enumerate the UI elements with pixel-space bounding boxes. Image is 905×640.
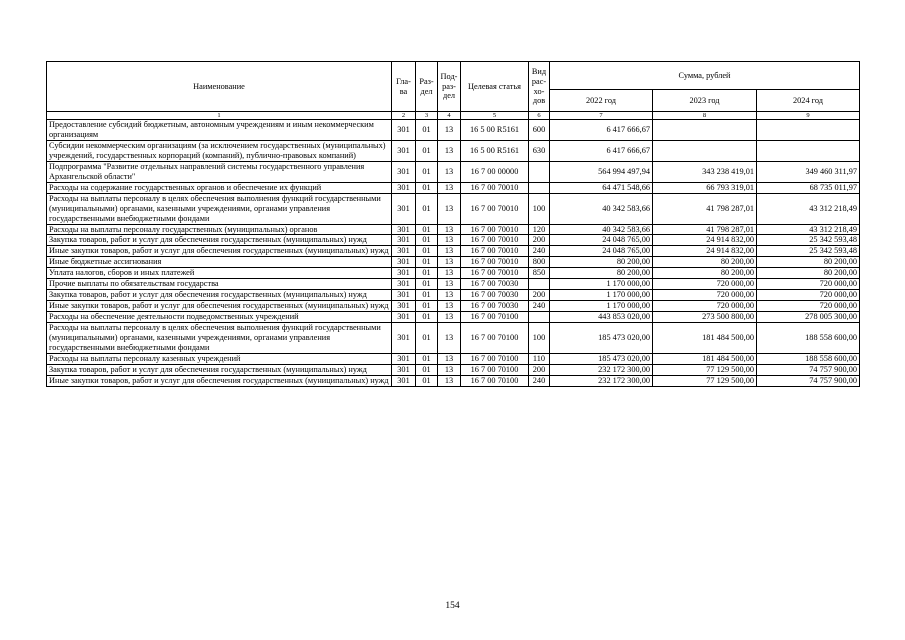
table-row: [47, 161, 860, 182]
row-name: Расходы на выплаты персоналу в целях обеспечения выполнения функций государственными (муниципальными) органами, казенными учреждениями, органами управления государственными внебюджетными фондами: [47, 323, 392, 354]
row-target-article: 16 7 00 70010: [461, 224, 529, 235]
row-target-article: 16 7 00 70010: [461, 193, 529, 224]
row-sum-2022: 24 048 765,00: [550, 235, 653, 246]
row-sum-2022: 185 473 020,00: [550, 353, 653, 364]
header-row: [47, 62, 860, 90]
row-expense-type: 120: [529, 224, 550, 235]
row-sum-2022: 1 170 000,00: [550, 301, 653, 312]
row-podrazdel: 13: [438, 353, 461, 364]
row-razdel: 01: [416, 312, 438, 323]
row-podrazdel: 13: [438, 140, 461, 161]
row-razdel: 01: [416, 161, 438, 182]
row-glava: 301: [392, 323, 416, 354]
row-target-article: 16 5 00 R5161: [461, 140, 529, 161]
col-number: 1: [47, 112, 392, 120]
row-sum-2023: 24 914 832,00: [653, 246, 757, 257]
row-name: Иные закупки товаров, работ и услуг для обеспечения государственных (муниципальных) нужд: [47, 246, 392, 257]
row-podrazdel: 13: [438, 120, 461, 141]
table-row: [47, 235, 860, 246]
row-sum-2023: 41 798 287,01: [653, 224, 757, 235]
row-sum-2022: 6 417 666,67: [550, 120, 653, 141]
row-expense-type: 100: [529, 323, 550, 354]
col-number: 7: [550, 112, 653, 120]
table-row: [47, 140, 860, 161]
row-target-article: 16 7 00 00000: [461, 161, 529, 182]
row-name: Расходы на обеспечение деятельности подведомственных учреждений: [47, 312, 392, 323]
col-number: 6: [529, 112, 550, 120]
row-expense-type: 600: [529, 120, 550, 141]
table-row: [47, 353, 860, 364]
table-row: [47, 257, 860, 268]
row-razdel: 01: [416, 224, 438, 235]
row-target-article: 16 7 00 70010: [461, 268, 529, 279]
row-target-article: 16 7 00 70010: [461, 257, 529, 268]
row-expense-type: [529, 182, 550, 193]
table-row: [47, 290, 860, 301]
row-glava: 301: [392, 268, 416, 279]
row-name: Расходы на содержание государственных органов и обеспечение их функций: [47, 182, 392, 193]
row-name: Субсидии некоммерческим организациям (за исключением государственных (муниципальных) учреждений, государственных корпораций (компаний), публично-правовых компаний): [47, 140, 392, 161]
row-sum-2022: 64 471 548,66: [550, 182, 653, 193]
col-number: 2: [392, 112, 416, 120]
row-sum-2022: 564 994 497,94: [550, 161, 653, 182]
row-target-article: 16 7 00 70030: [461, 290, 529, 301]
row-sum-2024: 68 735 011,97: [757, 182, 860, 193]
table-row: [47, 193, 860, 224]
row-sum-2022: 1 170 000,00: [550, 279, 653, 290]
row-sum-2024: 43 312 218,49: [757, 224, 860, 235]
page-number: 154: [445, 601, 460, 611]
row-razdel: 01: [416, 120, 438, 141]
row-expense-type: 200: [529, 364, 550, 375]
row-glava: 301: [392, 224, 416, 235]
row-expense-type: [529, 312, 550, 323]
row-name: Иные бюджетные ассигнования: [47, 257, 392, 268]
row-razdel: 01: [416, 193, 438, 224]
row-podrazdel: 13: [438, 312, 461, 323]
row-sum-2024: 188 558 600,00: [757, 323, 860, 354]
row-target-article: 16 7 00 70030: [461, 301, 529, 312]
row-sum-2023: 720 000,00: [653, 290, 757, 301]
row-sum-2022: 40 342 583,66: [550, 224, 653, 235]
table-row: [47, 120, 860, 141]
row-sum-2022: 40 342 583,66: [550, 193, 653, 224]
row-podrazdel: 13: [438, 224, 461, 235]
table-row: [47, 375, 860, 386]
row-name: Предоставление субсидий бюджетным, автономным учреждениям и иным некоммерческим организациям: [47, 120, 392, 141]
row-sum-2024: 25 342 593,48: [757, 246, 860, 257]
row-sum-2024: 720 000,00: [757, 279, 860, 290]
row-sum-2024: 25 342 593,48: [757, 235, 860, 246]
row-sum-2023: 720 000,00: [653, 301, 757, 312]
row-razdel: 01: [416, 257, 438, 268]
row-sum-2024: 74 757 900,00: [757, 375, 860, 386]
row-podrazdel: 13: [438, 301, 461, 312]
row-razdel: 01: [416, 246, 438, 257]
row-name: Расходы на выплаты персоналу казенных учреждений: [47, 353, 392, 364]
col-header-2022: 2022 год: [550, 90, 653, 112]
row-sum-2022: 80 200,00: [550, 268, 653, 279]
row-expense-type: 800: [529, 257, 550, 268]
col-header-glava: Гла-ва: [392, 62, 416, 112]
col-number: 4: [438, 112, 461, 120]
row-expense-type: 850: [529, 268, 550, 279]
row-glava: 301: [392, 140, 416, 161]
row-name: Расходы на выплаты персоналу в целях обеспечения выполнения функций государственными (муниципальными) органами, казенными учреждениями, органами управления государственными внебюджетными фондами: [47, 193, 392, 224]
row-name: Иные закупки товаров, работ и услуг для обеспечения государственных (муниципальных) нужд: [47, 301, 392, 312]
row-sum-2023: [653, 120, 757, 141]
row-glava: 301: [392, 246, 416, 257]
row-sum-2023: 80 200,00: [653, 268, 757, 279]
row-podrazdel: 13: [438, 290, 461, 301]
row-podrazdel: 13: [438, 161, 461, 182]
row-sum-2023: 66 793 319,01: [653, 182, 757, 193]
row-sum-2024: 80 200,00: [757, 268, 860, 279]
row-name: Закупка товаров, работ и услуг для обеспечения государственных (муниципальных) нужд: [47, 235, 392, 246]
row-podrazdel: 13: [438, 279, 461, 290]
row-podrazdel: 13: [438, 193, 461, 224]
row-podrazdel: 13: [438, 375, 461, 386]
row-sum-2022: 1 170 000,00: [550, 290, 653, 301]
row-sum-2022: 24 048 765,00: [550, 246, 653, 257]
row-name: Уплата налогов, сборов и иных платежей: [47, 268, 392, 279]
row-target-article: 16 7 00 70100: [461, 375, 529, 386]
row-podrazdel: 13: [438, 257, 461, 268]
row-sum-2024: [757, 140, 860, 161]
row-sum-2023: 181 484 500,00: [653, 323, 757, 354]
row-sum-2023: 77 129 500,00: [653, 364, 757, 375]
row-name: Подпрограмма "Развитие отдельных направлений системы государственного управления Архангельской области": [47, 161, 392, 182]
row-glava: 301: [392, 193, 416, 224]
budget-table: [46, 61, 860, 387]
row-razdel: 01: [416, 353, 438, 364]
col-number: 8: [653, 112, 757, 120]
row-glava: 301: [392, 353, 416, 364]
row-sum-2023: 41 798 287,01: [653, 193, 757, 224]
row-target-article: 16 7 00 70100: [461, 353, 529, 364]
col-header-podrazdel: Под-раз-дел: [438, 62, 461, 112]
row-target-article: 16 7 00 70010: [461, 246, 529, 257]
row-target-article: 16 5 00 R5161: [461, 120, 529, 141]
row-sum-2024: 80 200,00: [757, 257, 860, 268]
row-glava: 301: [392, 182, 416, 193]
col-header-target: Целевая статья: [461, 62, 529, 112]
row-sum-2024: 74 757 900,00: [757, 364, 860, 375]
row-sum-2023: 80 200,00: [653, 257, 757, 268]
table-row: [47, 364, 860, 375]
row-razdel: 01: [416, 323, 438, 354]
row-sum-2022: 443 853 020,00: [550, 312, 653, 323]
budget-document: [46, 61, 860, 387]
row-target-article: 16 7 00 70100: [461, 323, 529, 354]
row-name: Закупка товаров, работ и услуг для обеспечения государственных (муниципальных) нужд: [47, 290, 392, 301]
table-row: [47, 279, 860, 290]
row-name: Закупка товаров, работ и услуг для обеспечения государственных (муниципальных) нужд: [47, 364, 392, 375]
row-expense-type: [529, 279, 550, 290]
row-podrazdel: 13: [438, 268, 461, 279]
row-expense-type: 200: [529, 235, 550, 246]
row-sum-2023: 181 484 500,00: [653, 353, 757, 364]
row-target-article: 16 7 00 70010: [461, 182, 529, 193]
row-sum-2023: 720 000,00: [653, 279, 757, 290]
row-podrazdel: 13: [438, 323, 461, 354]
row-razdel: 01: [416, 182, 438, 193]
row-name: Прочие выплаты по обязательствам государства: [47, 279, 392, 290]
row-sum-2024: 720 000,00: [757, 290, 860, 301]
row-glava: 301: [392, 257, 416, 268]
row-expense-type: 100: [529, 193, 550, 224]
row-sum-2023: 273 500 800,00: [653, 312, 757, 323]
row-glava: 301: [392, 161, 416, 182]
column-number-row: [47, 112, 860, 120]
row-podrazdel: 13: [438, 235, 461, 246]
row-target-article: 16 7 00 70010: [461, 235, 529, 246]
row-razdel: 01: [416, 235, 438, 246]
col-header-sum: Сумма, рублей: [550, 62, 860, 90]
row-sum-2022: 232 172 300,00: [550, 375, 653, 386]
col-header-name: Наименование: [47, 62, 392, 112]
row-glava: 301: [392, 120, 416, 141]
col-header-vid: Вид рас-хо-дов: [529, 62, 550, 112]
col-number: 5: [461, 112, 529, 120]
row-glava: 301: [392, 235, 416, 246]
row-sum-2022: 185 473 020,00: [550, 323, 653, 354]
row-razdel: 01: [416, 268, 438, 279]
row-expense-type: 200: [529, 290, 550, 301]
row-sum-2024: 188 558 600,00: [757, 353, 860, 364]
row-target-article: 16 7 00 70100: [461, 312, 529, 323]
row-sum-2023: [653, 140, 757, 161]
row-sum-2023: 343 238 419,01: [653, 161, 757, 182]
row-razdel: 01: [416, 279, 438, 290]
row-razdel: 01: [416, 301, 438, 312]
row-target-article: 16 7 00 70030: [461, 279, 529, 290]
table-row: [47, 268, 860, 279]
row-sum-2023: 77 129 500,00: [653, 375, 757, 386]
row-expense-type: 240: [529, 301, 550, 312]
row-target-article: 16 7 00 70100: [461, 364, 529, 375]
row-glava: 301: [392, 290, 416, 301]
col-header-2024: 2024 год: [757, 90, 860, 112]
row-sum-2022: 6 417 666,67: [550, 140, 653, 161]
row-podrazdel: 13: [438, 182, 461, 193]
row-glava: 301: [392, 312, 416, 323]
row-expense-type: 110: [529, 353, 550, 364]
row-expense-type: 240: [529, 375, 550, 386]
row-glava: 301: [392, 279, 416, 290]
table-row: [47, 246, 860, 257]
row-sum-2022: 232 172 300,00: [550, 364, 653, 375]
row-sum-2024: [757, 120, 860, 141]
row-razdel: 01: [416, 375, 438, 386]
row-razdel: 01: [416, 140, 438, 161]
row-sum-2022: 80 200,00: [550, 257, 653, 268]
row-name: Расходы на выплаты персоналу государственных (муниципальных) органов: [47, 224, 392, 235]
row-name: Иные закупки товаров, работ и услуг для обеспечения государственных (муниципальных) нужд: [47, 375, 392, 386]
row-glava: 301: [392, 375, 416, 386]
row-sum-2023: 24 914 832,00: [653, 235, 757, 246]
table-row: [47, 224, 860, 235]
table-row: [47, 312, 860, 323]
table-row: [47, 182, 860, 193]
row-expense-type: 630: [529, 140, 550, 161]
row-sum-2024: 278 005 300,00: [757, 312, 860, 323]
row-expense-type: 240: [529, 246, 550, 257]
table-row: [47, 323, 860, 354]
table-row: [47, 301, 860, 312]
row-sum-2024: 720 000,00: [757, 301, 860, 312]
col-number: 3: [416, 112, 438, 120]
col-header-2023: 2023 год: [653, 90, 757, 112]
row-razdel: 01: [416, 290, 438, 301]
row-razdel: 01: [416, 364, 438, 375]
row-sum-2024: 349 460 311,97: [757, 161, 860, 182]
col-number: 9: [757, 112, 860, 120]
row-expense-type: [529, 161, 550, 182]
col-header-razdel: Раз-дел: [416, 62, 438, 112]
row-podrazdel: 13: [438, 246, 461, 257]
row-glava: 301: [392, 301, 416, 312]
row-sum-2024: 43 312 218,49: [757, 193, 860, 224]
row-glava: 301: [392, 364, 416, 375]
row-podrazdel: 13: [438, 364, 461, 375]
